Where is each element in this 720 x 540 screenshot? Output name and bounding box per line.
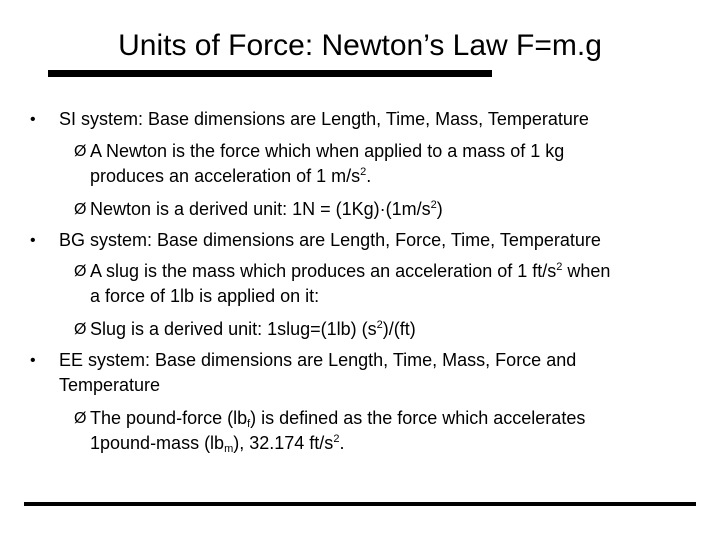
sub-pound-force-text	[90, 406, 700, 456]
bullet-bg-text: BG system: Base dimensions are Length, Force, Time, Temperature	[59, 230, 601, 250]
superscript: 2	[333, 433, 340, 445]
slide-title: Units of Force: Newton’s Law F=m.g	[118, 29, 602, 62]
subscript: f	[247, 418, 251, 430]
superscript: 2	[360, 166, 367, 178]
newton-derived-end: )	[436, 199, 443, 219]
lbf-line1: The pound-force (lb	[90, 408, 248, 428]
bullet-bg-system	[0, 228, 720, 253]
bottom-divider	[24, 502, 696, 506]
lbf-line1-end: ) is defined as the force which accelerates	[250, 408, 586, 428]
bullet-si-system	[0, 107, 720, 132]
slug-def-line2: a force of 1lb is applied on it:	[90, 286, 320, 306]
subscript: m	[224, 443, 234, 455]
newton-derived-text: Newton is a derived unit: 1N = (1Kg)·(1m/s	[90, 199, 431, 219]
superscript: 2	[556, 261, 563, 273]
sub-slug-definition-text	[90, 259, 700, 309]
newton-def-line2-end: .	[366, 166, 372, 186]
slug-def-line1-end: when	[562, 261, 611, 281]
sub-newton-derived	[0, 197, 720, 222]
arrow-bullet-icon: Ø	[74, 321, 87, 338]
bullet-ee-system	[0, 348, 720, 398]
bullet-ee-text	[59, 348, 699, 398]
slug-derived-text: Slug is a derived unit: 1slug=(1lb) (s	[90, 319, 377, 339]
lbf-line2-end: .	[339, 433, 345, 453]
slug-def-line1: A slug is the mass which produces an acceleration of 1 ft/s	[90, 261, 557, 281]
arrow-bullet-icon: Ø	[74, 263, 87, 280]
lbf-line2: 1pound-mass (lb	[90, 433, 225, 453]
sub-pound-force-definition	[0, 406, 720, 456]
superscript: 2	[376, 319, 383, 331]
bullet-dot: •	[30, 232, 36, 249]
sub-slug-derived	[0, 317, 720, 342]
lbf-line2-mid: ), 32.174 ft/s	[233, 433, 334, 453]
superscript: 2	[430, 199, 437, 211]
arrow-bullet-icon: Ø	[74, 143, 87, 160]
sub-newton-definition-text	[90, 139, 700, 189]
bullet-dot: •	[30, 352, 36, 369]
slug-derived-end: )/(ft)	[382, 319, 416, 339]
newton-def-line2: produces an acceleration of 1 m/s	[90, 166, 361, 186]
arrow-bullet-icon: Ø	[74, 201, 87, 218]
bullet-dot: •	[30, 111, 36, 128]
sub-slug-derived-text	[90, 317, 700, 342]
bullet-si-text: SI system: Base dimensions are Length, Time, Mass, Temperature	[59, 109, 589, 129]
sub-newton-derived-text	[90, 197, 700, 222]
sub-slug-definition	[0, 259, 720, 309]
newton-def-line1: A Newton is the force which when applied to a mass of 1 kg	[90, 141, 565, 161]
ee-label-line1: EE system: Base dimensions are Length, Time, Mass, Force and	[59, 350, 577, 370]
arrow-bullet-icon: Ø	[74, 410, 87, 427]
ee-label-line2: Temperature	[59, 375, 161, 395]
sub-newton-definition	[0, 139, 720, 189]
